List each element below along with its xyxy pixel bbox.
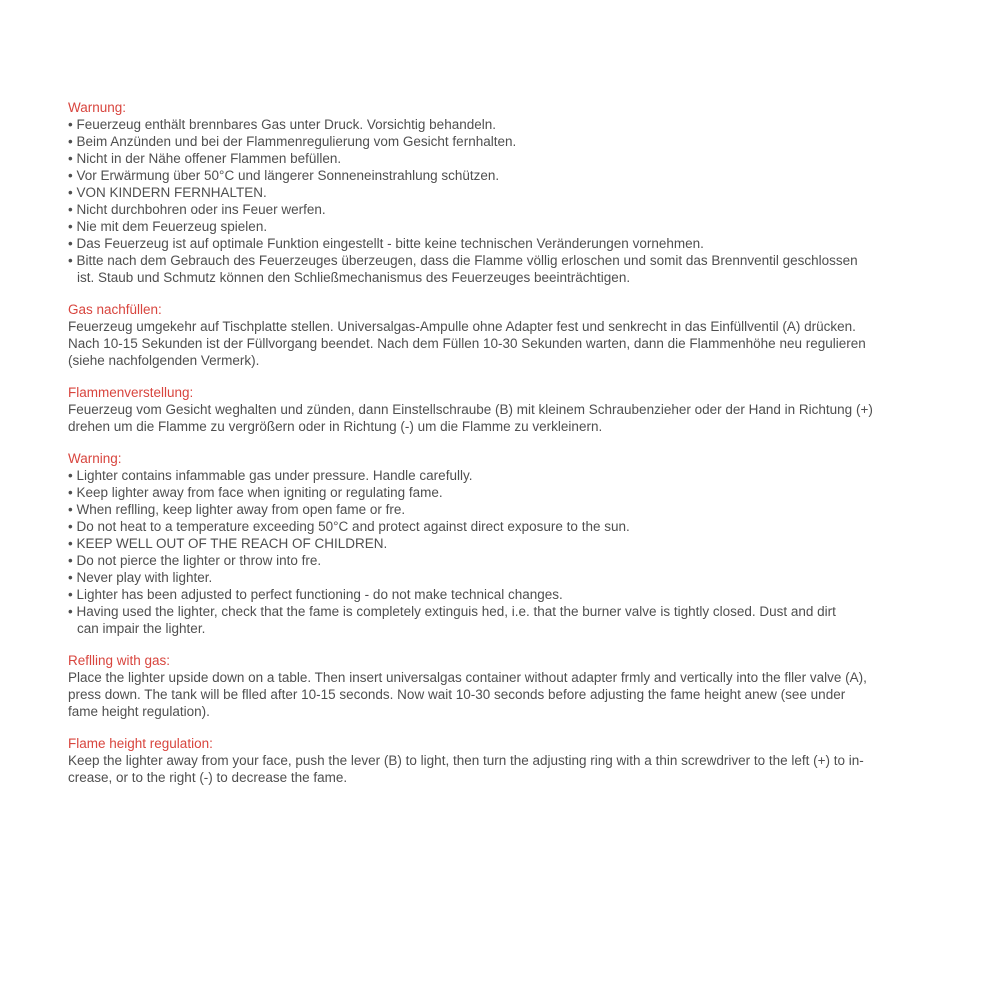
text-line: crease, or to the right (-) to decrease the fame. [68,770,348,785]
text-line: fame height regulation). [68,704,210,719]
text-line: • Beim Anzünden und bei der Flammenregulierung vom Gesicht fernhalten. [68,134,517,149]
section-heading: Reflling with gas: [68,653,171,668]
bullet-marker: • [68,236,77,251]
section-heading: Flame height regulation: [68,736,213,751]
text-line: • Never play with lighter. [68,570,213,585]
section-heading: Gas nachfüllen: [68,302,162,317]
bullet-marker: • [68,536,77,551]
text-line: ist. Staub und Schmutz können den Schließmechanismus des Feuerzeuges beeinträchtigen. [77,270,631,285]
text-line: • VON KINDERN FERNHALTEN. [68,185,267,200]
text-line: can impair the lighter. [77,621,206,636]
text-line: • Do not heat to a temperature exceeding 50°C and protect against direct exposure to the sun. [68,519,630,534]
text-line: • When reflling, keep lighter away from open fame or fre. [68,502,406,517]
text-line: Feuerzeug vom Gesicht weghalten und zünden, dann Einstellschraube (B) mit kleinem Schraubenzieher oder der Hand in Richtung (+) [68,402,873,417]
section-heading: Warnung: [68,100,127,115]
section [68,301,948,369]
bullet-marker: • [68,185,77,200]
instruction-sheet [68,99,948,786]
text-line: • Nicht in der Nähe offener Flammen befüllen. [68,151,342,166]
text-line: (siehe nachfolgenden Vermerk). [68,353,260,368]
bullet-marker: • [68,117,77,132]
text-line: • Nicht durchbohren oder ins Feuer werfen. [68,202,326,217]
text-line: • Feuerzeug enthält brennbares Gas unter Druck. Vorsichtig behandeln. [68,117,496,132]
text-line: Keep the lighter away from your face, push the lever (B) to light, then turn the adjusting ring with a thin screwdriver to the left (+) to in- [68,753,864,768]
section-heading: Flammenverstellung: [68,385,194,400]
bullet-marker: • [68,219,77,234]
bullet-marker: • [68,604,77,619]
text-line: • Bitte nach dem Gebrauch des Feuerzeuges überzeugen, dass die Flamme völlig erloschen und somit das Brennventil geschlossen [68,253,858,268]
section [68,652,948,720]
text-line: Place the lighter upside down on a table. Then insert universalgas container without adapter frmly and vertically into the fller valve (A), [68,670,867,685]
text-line: Feuerzeug umgekehr auf Tischplatte stellen. Universalgas-Ampulle ohne Adapter fest und senkrecht in das Einfüllventil (A) drücken. [68,319,856,334]
text-line: drehen um die Flamme zu vergrößern oder in Richtung (-) um die Flamme zu verkleinern. [68,419,603,434]
section [68,384,948,435]
bullet-marker: • [68,253,77,268]
bullet-marker: • [68,570,77,585]
text-line: • Lighter contains infammable gas under pressure. Handle carefully. [68,468,473,483]
section-heading: Warning: [68,451,122,466]
section [68,99,948,286]
bullet-marker: • [68,553,77,568]
text-line: press down. The tank will be flled after 10-15 seconds. Now wait 10-30 seconds before adjusting the fame height anew (see under [68,687,846,702]
text-line: • Nie mit dem Feuerzeug spielen. [68,219,268,234]
section [68,735,948,786]
text-line: • Das Feuerzeug ist auf optimale Funktion eingestellt - bitte keine technischen Veränderungen vornehmen. [68,236,704,251]
text-line: • Having used the lighter, check that the fame is completely extinguis hed, i.e. that the burner valve is tightly closed. Dust and dirt [68,604,836,619]
bullet-marker: • [68,468,77,483]
text-line: • Keep lighter away from face when igniting or regulating fame. [68,485,443,500]
bullet-marker: • [68,151,77,166]
text-line: Nach 10-15 Sekunden ist der Füllvorgang beendet. Nach dem Füllen 10-30 Sekunden warten, dann die Flammenhöhe neu regulieren [68,336,866,351]
text-line: • Lighter has been adjusted to perfect functioning - do not make technical changes. [68,587,563,602]
bullet-marker: • [68,519,77,534]
section [68,450,948,637]
bullet-marker: • [68,502,77,517]
text-line: • KEEP WELL OUT OF THE REACH OF CHILDREN. [68,536,388,551]
bullet-marker: • [68,587,77,602]
text-line: • Vor Erwärmung über 50°C und längerer Sonneneinstrahlung schützen. [68,168,500,183]
bullet-marker: • [68,202,77,217]
text-line: • Do not pierce the lighter or throw into fre. [68,553,322,568]
bullet-marker: • [68,134,77,149]
bullet-marker: • [68,485,77,500]
bullet-marker: • [68,168,77,183]
